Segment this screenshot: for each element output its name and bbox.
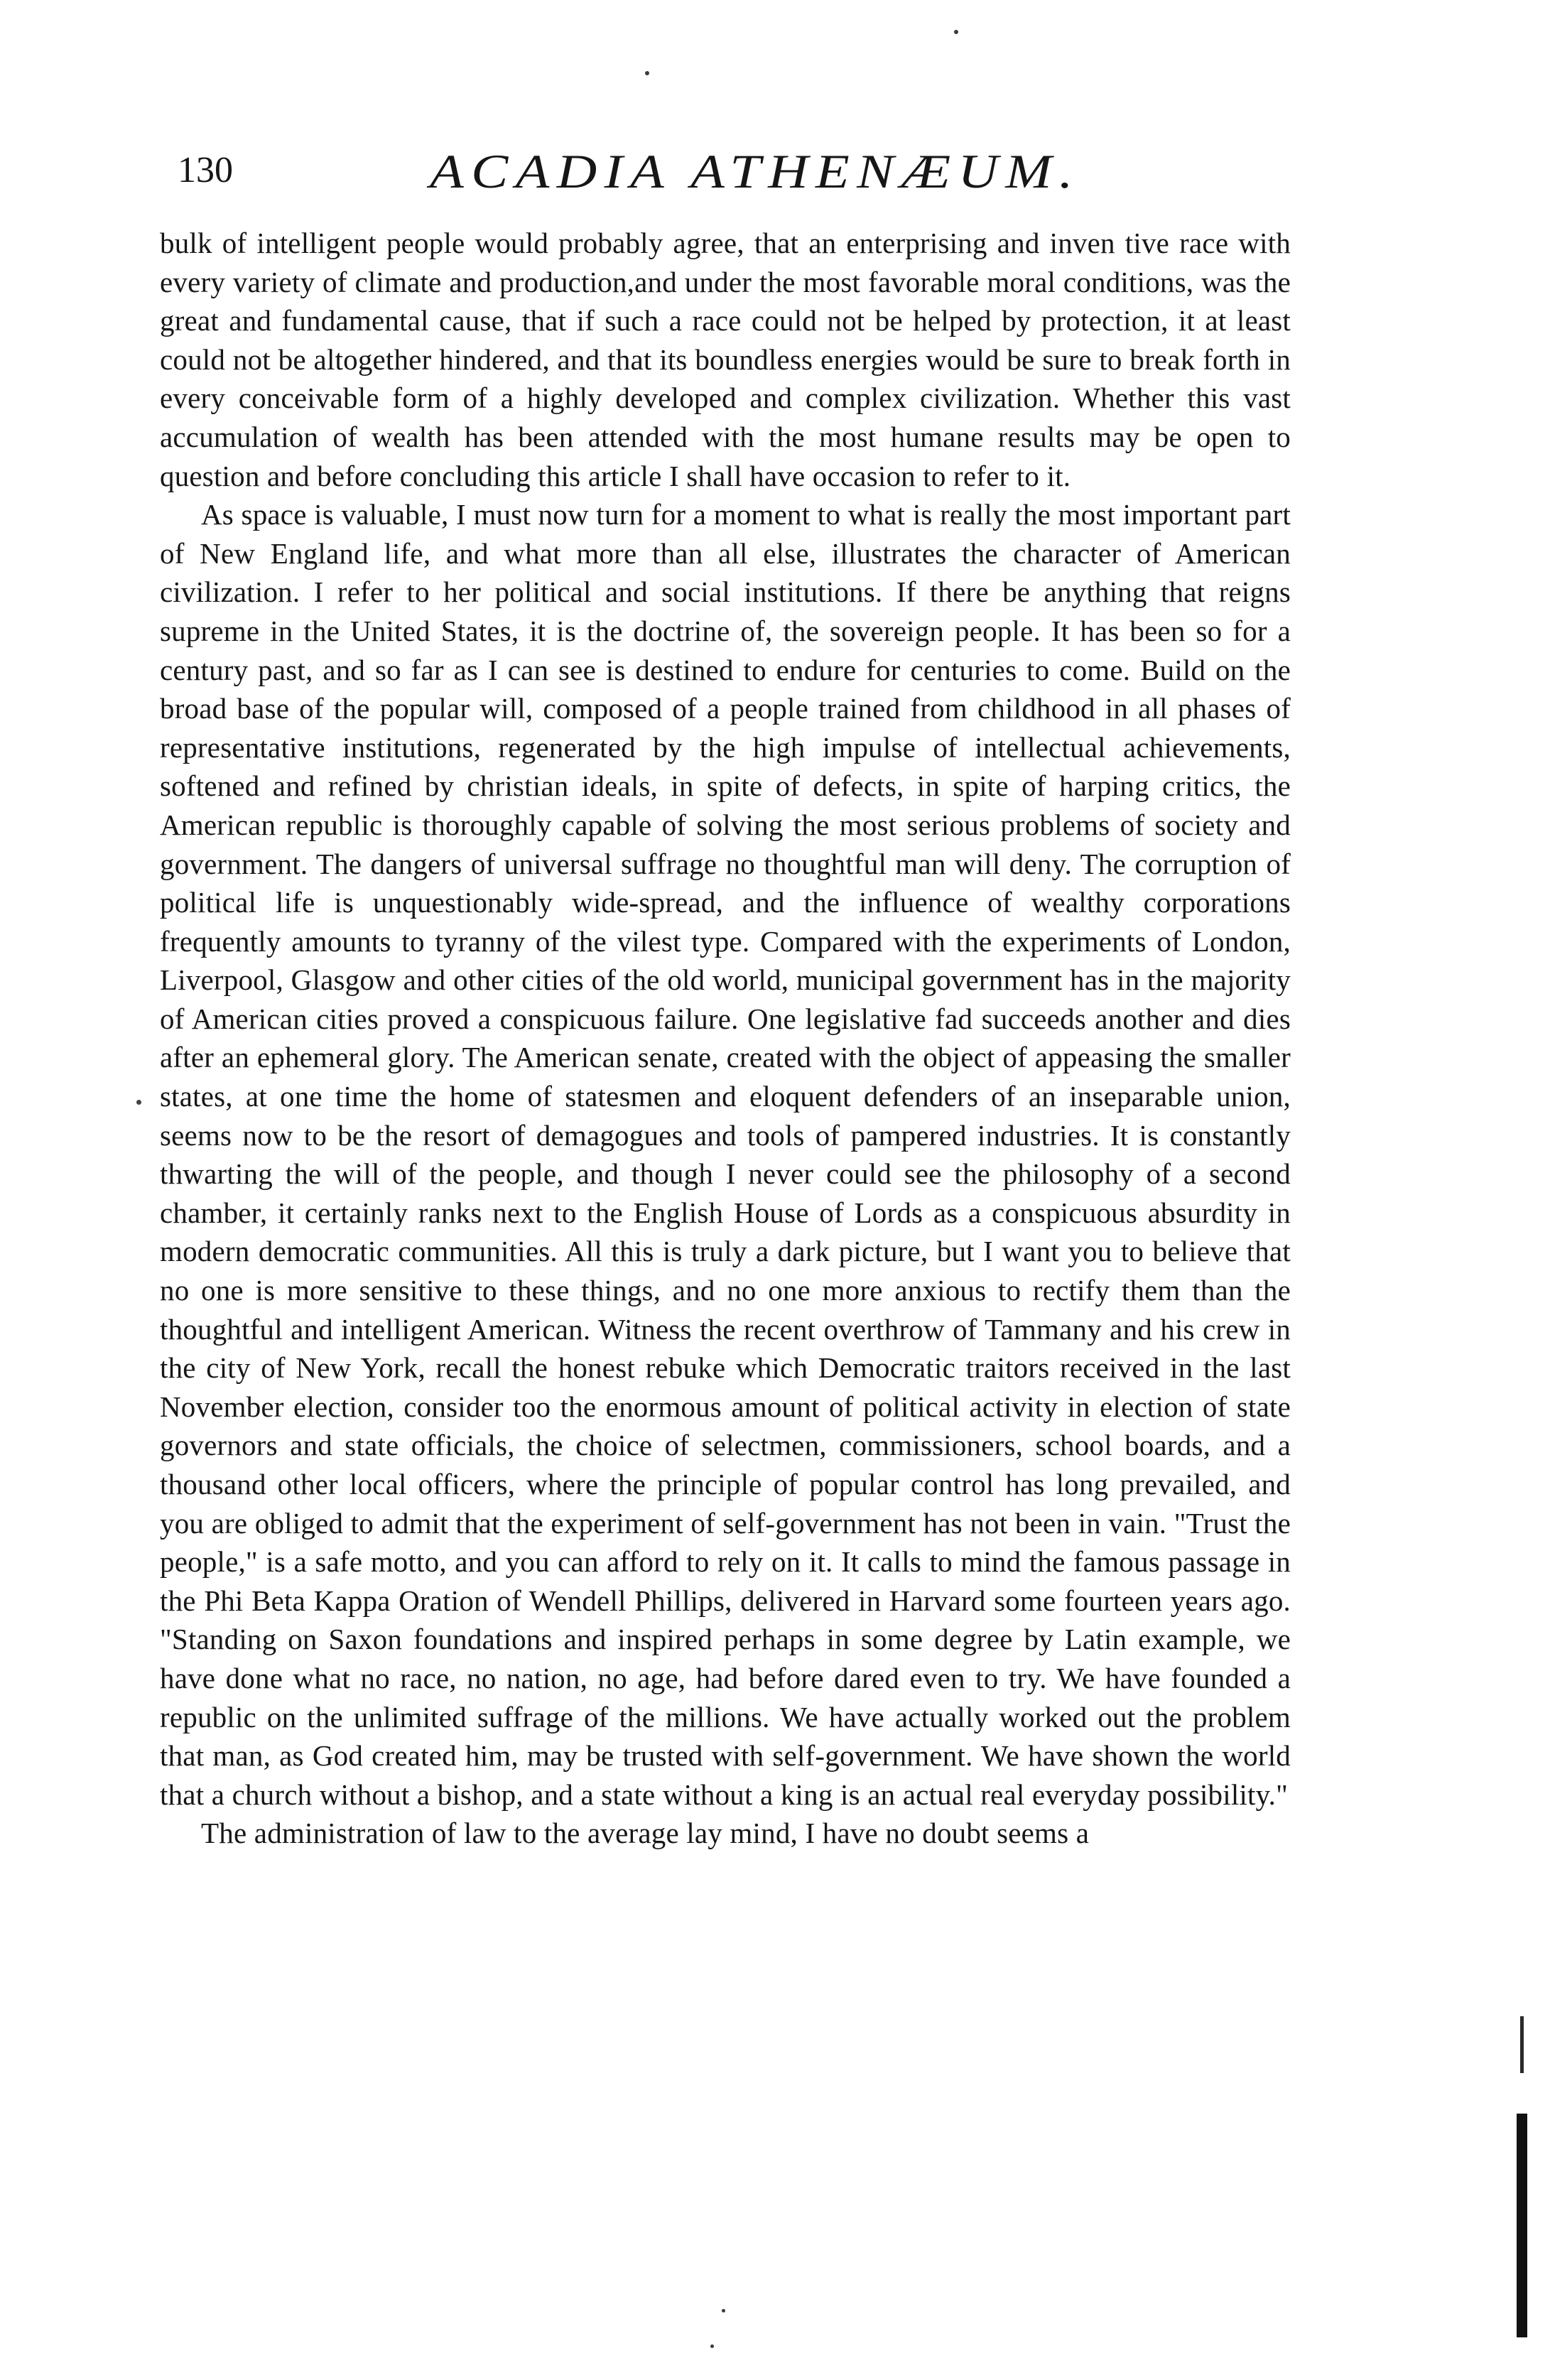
margin-mark: [1520, 2016, 1524, 2073]
paragraph: bulk of intelligent people would probably agree, that an enterprising and inven tive race with every variety of climate and production,and under the most favorable moral conditions, was the great and fundamental cause, that if such a race could not be helped by protection, it at least could not be altogether hindered, and that its boundless energies would be sure to break forth in every conceivable form of a highly developed and complex civilization. Whether this vast accumulation of wealth has been attended with the most humane results may be open to question and before concluding this article I shall have occasion to refer to it.: [160, 227, 1291, 492]
scan-speck: [722, 2309, 725, 2313]
page-number: 130: [178, 150, 233, 190]
page-header: [178, 146, 1314, 202]
article-body: [160, 224, 1291, 1853]
binding-edge-mark: [1517, 2114, 1527, 2337]
scan-speck: [710, 2344, 714, 2348]
scan-speck: [645, 71, 649, 75]
margin-mark: [136, 1100, 141, 1105]
paragraph: As space is valuable, I must now turn for a moment to what is really the most important part of New England life, and what more than all else, illustrates the character of American civilization. I refer to her political and social institutions. If there be anything that reigns supreme in the United States, it is the doctrine of, the sovereign people. It has been so for a century past, and so far as I can see is destined to endure for centuries to come. Build on the broad base of the popular will, composed of a people trained from childhood in all phases of representative institutions, regenerated by the high impulse of intellectual achievements, softened and refined by christian ideals, in spite of defects, in spite of harping critics, the American republic is thoroughly capable of solving the most serious problems of society and government. The dangers of universal suffrage no thoughtful man will deny. The corruption of political life is unquestionably wide-spread, and the influence of wealthy corporations frequently amounts to tyranny of the vilest type. Compared with the experiments of London, Liverpool, Glasgow and other cities of the old world, municipal government has in the majority of American cities proved a conspicuous failure. One legislative fad succeeds another and dies after an ephemeral glory. The American senate, created with the object of appeasing the smaller states, at one time the home of statesmen and eloquent defenders of an inseparable union, seems now to be the resort of demagogues and tools of pampered industries. It is constantly thwarting the will of the people, and though I never could see the philosophy of a second chamber, it certainly ranks next to the English House of Lords as a conspicuous absurdity in modern democratic communities. All this is truly a dark picture, but I want you to believe that no one is more sensitive to these things, and no one more anxious to rectify them than the thoughtful and intelligent American. Witness the recent overthrow of Tammany and his crew in the city of New York, recall the honest rebuke which Democratic traitors received in the last November election, consider too the enormous amount of political activity in election of state governors and state officials, the choice of selectmen, commissioners, school boards, and a thousand other local officers, where the principle of popular control has long prevailed, and you are obliged to admit that the experiment of self-government has not been in vain. "Trust the people," is a safe motto, and you can afford to rely on it. It calls to mind the famous passage in the Phi Beta Kappa Oration of Wendell Phillips, delivered in Harvard some fourteen years ago. "Standing on Saxon foundations and inspired perhaps in some degree by Latin example, we have done what no race, no nation, no age, had before dared even to try. We have founded a republic on the unlimited suffrage of the millions. We have actually worked out the problem that man, as God created him, may be trusted with self-government. We have shown the world that a church without a bishop, and a state without a king is an actual real everyday possibility.": [160, 498, 1291, 1811]
running-title: ACADIA ATHENÆUM.: [430, 144, 1080, 198]
paragraph: The administration of law to the average lay mind, I have no doubt seems a: [201, 1817, 1090, 1850]
scan-speck: [954, 30, 958, 34]
